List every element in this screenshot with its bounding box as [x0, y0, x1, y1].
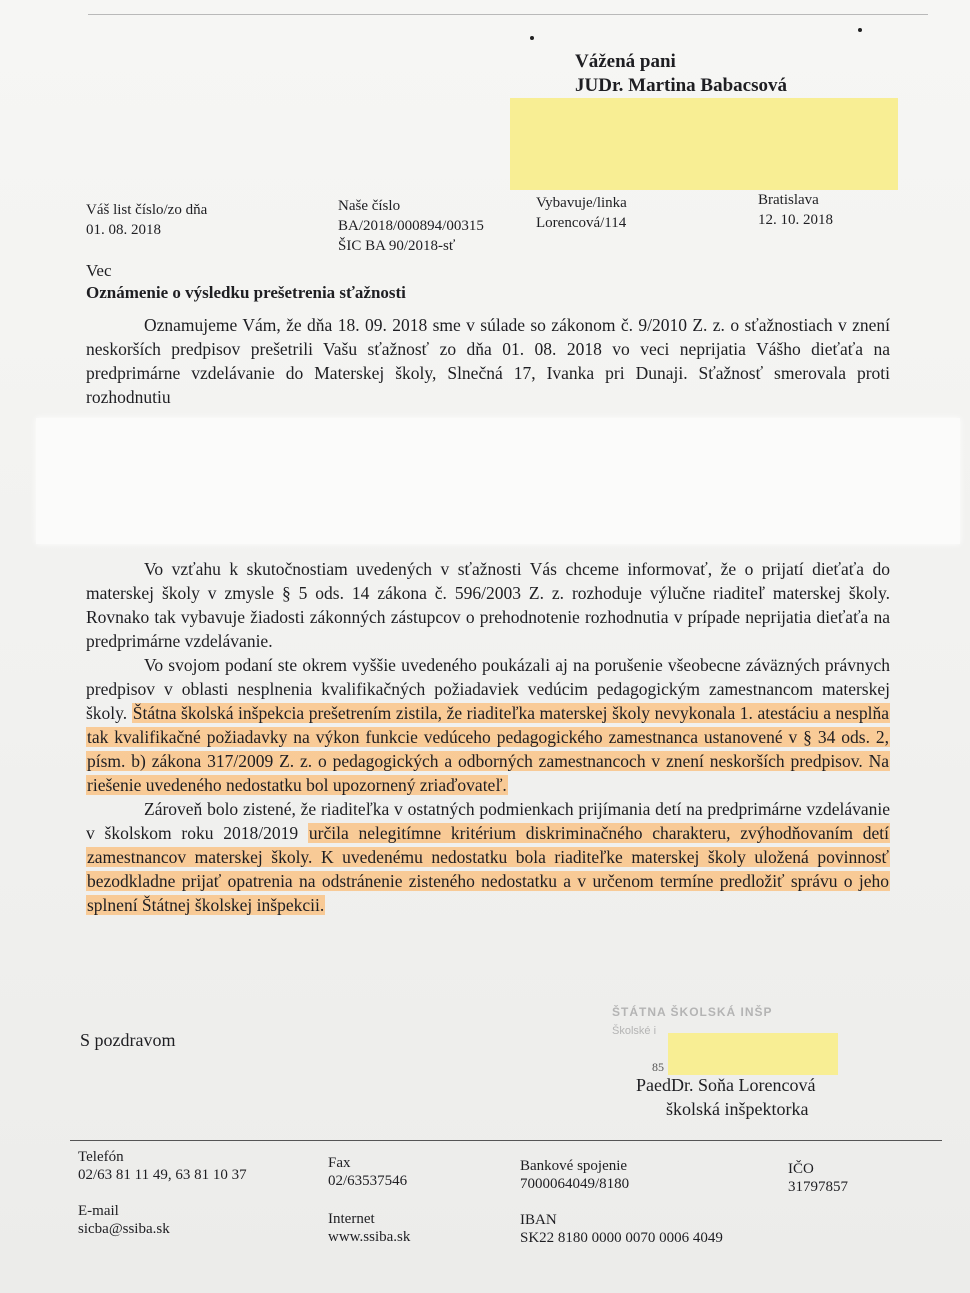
paragraph-4-text: Zároveň bolo zistené, že riaditeľka v ostatných podmienkach prijímania detí na predprimárne vzdelávanie v školskom roku 2018/2019 [86, 799, 890, 843]
your-letter-label: Váš list číslo/zo dňa [86, 202, 208, 218]
handled-by-value: Lorencová/114 [536, 215, 627, 231]
subject-label: Vec [86, 261, 112, 280]
footer-internet [328, 1210, 410, 1246]
phone-label: Telefón [78, 1149, 124, 1165]
ico-value: 31797857 [788, 1179, 848, 1195]
subject-title: Oznámenie o výsledku prešetrenia sťažnosti [86, 283, 406, 302]
paragraph-3 [86, 653, 890, 797]
paragraph-3-highlight: Štátna školská inšpekcia prešetrením zistila, že riaditeľka materskej školy nevykonala 1. atestáciu a nesplňa tak kvalifikačné požiadavky na výkon funkcie vedúceho pedagogického zamestnanca ustanovené v § 34 ods. 2, písm. b) zákona 317/2009 Z. z. o pedagogických a odborných zamestnancoch v znení neskorších predpisov. Na riešenie uvedeného nedostatku bol upozornený zriaďovateľ. [87, 703, 889, 795]
addressee-name: JUDr. Martina Babacsová [575, 75, 787, 96]
paragraph-1-block [86, 313, 890, 409]
our-number-reference [338, 196, 484, 256]
paragraph-3-text: Vo svojom podaní ste okrem vyššie uvedeného poukázali aj na porušenie všeobecne záväzných právnych predpisov v oblasti nesplnenia kvalifikačných požiadaviek vedúcim pedagogickým zamestnancom materskej školy. [86, 655, 890, 723]
stamp-line-2: Školské i [612, 1025, 657, 1037]
place-date [758, 190, 833, 230]
phone-value: 02/63 81 11 49, 63 81 10 37 [78, 1167, 247, 1183]
our-number-value-2: ŠIC BA 90/2018-sť [338, 238, 456, 254]
footer-fax [328, 1154, 407, 1190]
footer-bank [520, 1157, 629, 1193]
stamp-number: 85 [652, 1060, 664, 1074]
bank-label: Bankové spojenie [520, 1158, 628, 1174]
handled-by-reference [536, 193, 627, 233]
fax-label: Fax [328, 1155, 351, 1171]
our-number-value-1: BA/2018/000894/00315 [338, 218, 484, 234]
regards: S pozdravom [80, 1030, 176, 1050]
top-rule [88, 14, 928, 15]
email-value: sicba@ssiba.sk [78, 1221, 170, 1237]
your-letter-value: 01. 08. 2018 [86, 222, 161, 238]
email-label: E-mail [78, 1203, 119, 1219]
iban-label: IBAN [520, 1212, 557, 1228]
footer-email [78, 1202, 170, 1238]
stamp-line-1: ŠTÁTNA ŠKOLSKÁ INŠP [612, 1005, 773, 1019]
paragraph-1: Oznamujeme Vám, že dňa 18. 09. 2018 sme v súlade so zákonom č. 9/2010 Z. z. o sťažnostiach v znení neskorších predpisov prešetrili Vašu sťažnosť zo dňa 01. 08. 2018 vo veci neprijatia Vášho dieťaťa na predprimárne vzdelávanie do Materskej školy, Slnečná 17, Ivanka pri Dunaji. Sťažnosť smerovala proti rozhodnutiu [86, 315, 890, 407]
addressee-salutation: Vážená pani [575, 51, 676, 72]
footer-iban [520, 1211, 723, 1247]
dot-mark [530, 36, 534, 40]
body-redaction [36, 418, 960, 544]
paragraph-2: Vo vzťahu k skutočnostiam uvedených v sťažnosti Vás chceme informovať, že o prijatí dieťaťa do materskej školy v zmysle § 5 ods. 14 zákona č. 596/2003 Z. z. rozhoduje výlučne riaditeľ materskej školy. Rovnako tak vybavuje žiadosti zákonných zástupcov o prehodnotenie rozhodnutia v prípade neprijatia dieťaťa na predprimárne vzdelávanie. [86, 559, 890, 651]
signature-redaction [668, 1033, 838, 1075]
footer-phone [78, 1148, 247, 1184]
paragraph-4 [86, 797, 890, 917]
date: 12. 10. 2018 [758, 212, 833, 228]
addressee-block [575, 50, 787, 98]
our-number-label: Naše číslo [338, 198, 401, 214]
ico-label: IČO [788, 1161, 814, 1177]
signer-block [636, 1073, 815, 1121]
internet-value: www.ssiba.sk [328, 1229, 411, 1245]
place: Bratislava [758, 192, 819, 208]
footer-ico [788, 1160, 848, 1196]
fax-value: 02/63537546 [328, 1173, 408, 1189]
iban-value: SK22 8180 0000 0070 0006 4049 [520, 1230, 723, 1246]
address-redaction [510, 98, 898, 190]
dot-mark [858, 28, 862, 32]
signer-name: PaedDr. Soňa Lorencová [636, 1075, 816, 1095]
bank-value: 7000064049/8180 [520, 1176, 630, 1192]
footer-rule [70, 1140, 942, 1141]
signer-role: školská inšpektorka [666, 1099, 809, 1119]
internet-label: Internet [328, 1211, 375, 1227]
handled-by-label: Vybavuje/linka [536, 195, 627, 211]
main-body [86, 557, 890, 917]
paragraph-4-highlight: určila nelegitímne kritérium diskriminačného charakteru, zvýhodňovaním detí zamestnancov materskej školy. K uvedenému nedostatku bola riaditeľke materskej školy uložená povinnosť bezodkladne prijať opatrenia na odstránenie zisteného nedostatku a v určenom termíne predložiť správu o jeho splnení Štátnej školskej inšpekcii. [87, 823, 889, 915]
your-letter-reference [86, 200, 207, 240]
